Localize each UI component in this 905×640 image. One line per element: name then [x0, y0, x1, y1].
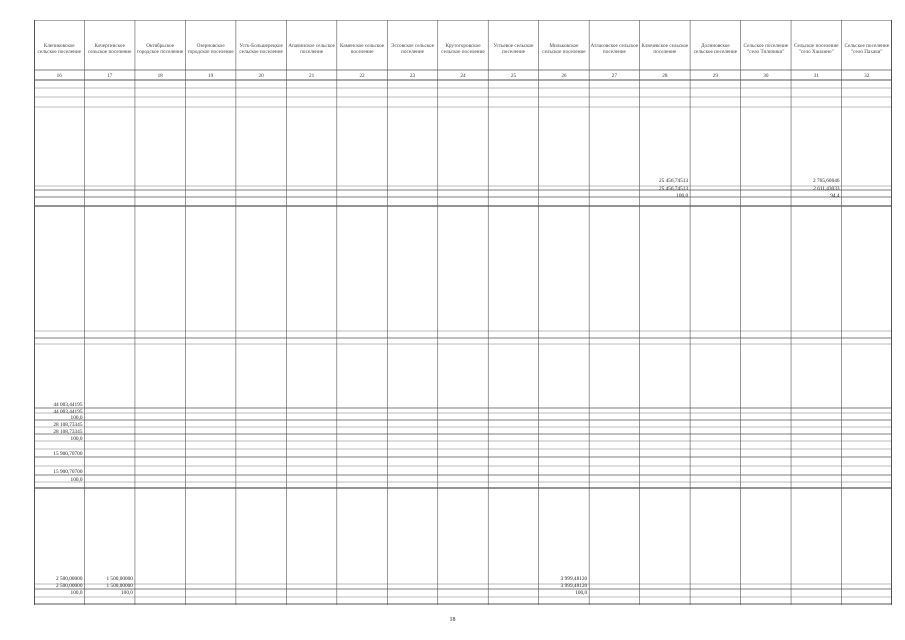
table-cell-value: 2 500,00000 — [55, 576, 83, 582]
table-cell-value: 94,4 — [830, 193, 840, 199]
column-number: 31 — [813, 72, 819, 79]
budget-table — [34, 20, 892, 605]
page-number: 18 — [449, 617, 456, 623]
column-number: 18 — [157, 72, 163, 79]
column-number: 17 — [107, 72, 113, 79]
table-cell-value: 100,0 — [70, 590, 83, 596]
table-cell-value: 44 003,44195 — [53, 409, 83, 415]
table-cell-value: 15 900,70700 — [53, 451, 83, 457]
table-cell-value: 15 900,70700 — [53, 469, 83, 475]
column-header: Клепиковское сельское поселение — [37, 42, 81, 55]
column-header: Ключевское сельское поселение — [641, 42, 689, 55]
table-cell-value: 100,0 — [70, 415, 83, 421]
column-number: 26 — [561, 72, 567, 79]
table-cell-value: 44 003,44195 — [53, 402, 83, 408]
column-header: Устьевое сельское поселение — [493, 42, 534, 55]
table-cell-value: 28 108,73345 — [53, 429, 83, 435]
column-number: 22 — [359, 72, 365, 79]
table-cell-value: 100,0 — [70, 436, 83, 442]
column-number: 24 — [460, 72, 466, 79]
table-cell-value: 2 611,43033 — [813, 186, 840, 192]
column-number: 20 — [258, 72, 264, 79]
table-cell-value: 100,0 — [70, 477, 83, 483]
column-header: Крутогоровское сельское поселение — [441, 42, 485, 55]
column-header: Сельское поселение "село Хаилино" — [794, 42, 839, 55]
table-cell-value: 25 456,74513 — [658, 186, 689, 192]
table-cell-value: 1 500,00000 — [106, 576, 133, 582]
table-cell-value: 3 999,48120 — [560, 576, 588, 582]
table-cell-value: 100,0 — [676, 193, 689, 199]
column-number: 25 — [510, 72, 517, 79]
table-cell-value: 25 456,74513 — [658, 178, 689, 184]
column-header: Октябрьское городское поселение — [137, 42, 184, 55]
table-cell-value: 2 765,60046 — [813, 178, 840, 184]
column-number: 29 — [712, 72, 718, 79]
column-header: Долиновское сельское поселение — [693, 42, 738, 55]
table-cell-value: 100,0 — [121, 590, 133, 596]
table-cell-value: 1 500,00000 — [106, 583, 133, 589]
column-header: Мильковское сельское поселение — [542, 42, 586, 55]
column-number: 16 — [56, 72, 62, 79]
column-header: Эссовское сельское поселение — [391, 42, 435, 55]
column-number: 19 — [208, 72, 214, 79]
column-number: 23 — [409, 72, 416, 79]
table-cell-value: 3 999,48120 — [560, 583, 588, 589]
column-number: 21 — [308, 72, 315, 79]
column-header: Апачинское сельское поселение — [288, 42, 335, 55]
column-number: 28 — [662, 72, 668, 79]
column-header: Кочергинское сельское поселение — [88, 42, 132, 55]
column-number: 32 — [864, 72, 870, 79]
table-cell-value: 2 500,00000 — [55, 583, 83, 589]
table-cell-value: 100,0 — [575, 590, 588, 596]
column-header: Озерновское городское поселение — [187, 42, 234, 55]
column-number: 30 — [763, 72, 769, 79]
table-grid-lines — [34, 20, 892, 605]
column-number: 27 — [611, 72, 617, 79]
column-header: Атласовское сельское поселение — [590, 42, 639, 55]
table-cell-value: 28 108,73345 — [53, 422, 83, 428]
column-header: Усть-Большерецкое сельское поселение — [239, 42, 283, 55]
column-header: Сельское поселение "село Пахачи" — [844, 42, 889, 55]
column-header: Сельское поселение "село Тиличики" — [743, 42, 789, 55]
column-header: Каменское сельское поселение — [340, 42, 385, 55]
